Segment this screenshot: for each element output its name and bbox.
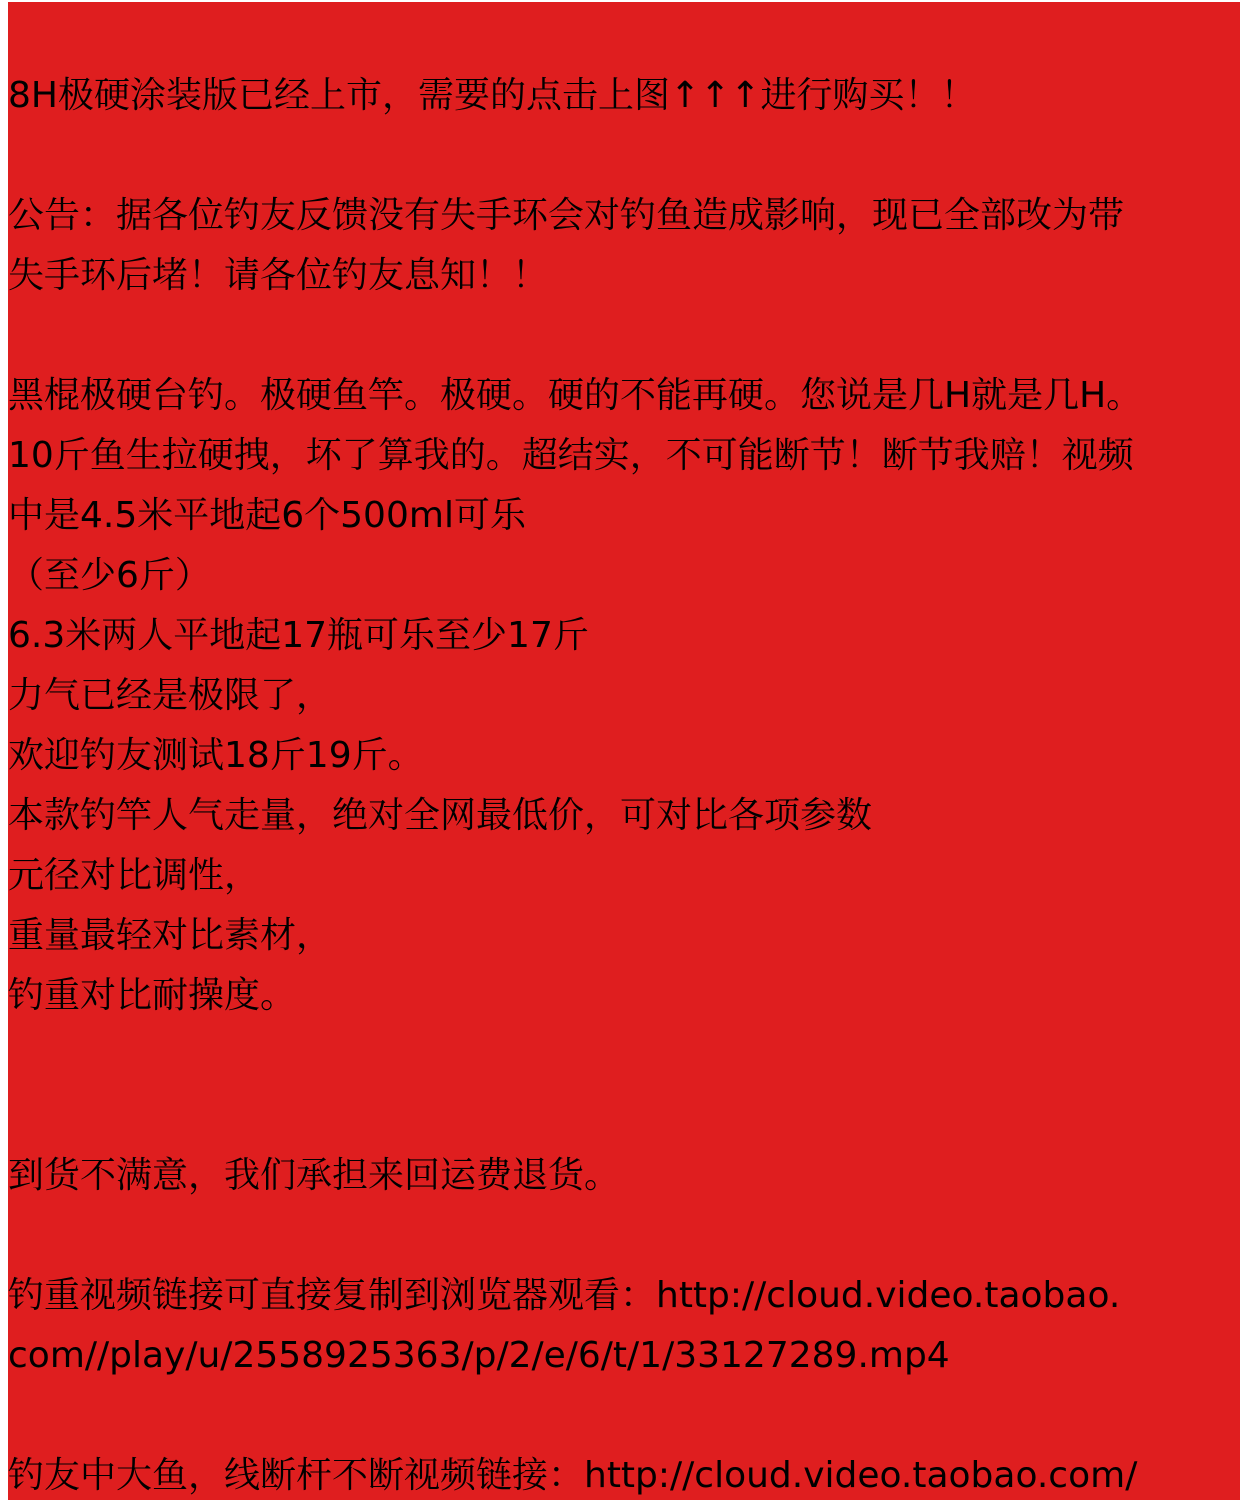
description-line: 黑棍极硬台钓。极硬鱼竿。极硬。硬的不能再硬。您说是几H就是几H。 [8, 375, 1143, 416]
announcement-line-2: 失手环后堵！请各位钓友息知！！ [8, 255, 549, 296]
description-line: 力气已经是极限了， [8, 675, 333, 716]
weight-video-link-line-2[interactable]: com//play/u/2558925363/p/2/e/6/t/1/33127289.mp4 [8, 1335, 950, 1376]
return-guarantee: 到货不满意，我们承担来回运费退货。 [8, 1155, 621, 1196]
announcement-line-1: 公告：据各位钓友反馈没有失手环会对钓鱼造成影响，现已全部改为带 [8, 195, 1125, 236]
description-line: 中是4.5米平地起6个500ml可乐 [8, 495, 526, 536]
product-description-panel [8, 2, 1240, 1500]
description-line: 重量最轻对比素材， [8, 915, 333, 956]
weight-video-link-line-1[interactable]: 钓重视频链接可直接复制到浏览器观看：http://cloud.video.taobao. [8, 1275, 1121, 1316]
description-text-block [8, 66, 1240, 1500]
description-line: 欢迎钓友测试18斤19斤。 [8, 735, 424, 776]
description-line: 10斤鱼生拉硬拽，坏了算我的。超结实，不可能断节！断节我赔！视频 [8, 435, 1134, 476]
description-line: 本款钓竿人气走量，绝对全网最低价，可对比各项参数 [8, 795, 873, 836]
description-line: 6.3米两人平地起17瓶可乐至少17斤 [8, 615, 589, 656]
big-fish-video-link[interactable]: 钓友中大鱼，线断杆不断视频链接：http://cloud.video.taobao.com/ [8, 1455, 1138, 1496]
description-line: 钓重对比耐操度。 [8, 975, 297, 1016]
spacer [8, 306, 1240, 366]
spacer [8, 126, 1240, 186]
new-product-notice: 8H极硬涂装版已经上市，需要的点击上图↑↑↑进行购买！！ [8, 75, 977, 116]
description-line: 元径对比调性， [8, 855, 261, 896]
description-line: （至少6斤） [8, 555, 211, 596]
spacer [8, 1206, 1240, 1266]
spacer [8, 1386, 1240, 1446]
spacer [8, 1026, 1240, 1146]
